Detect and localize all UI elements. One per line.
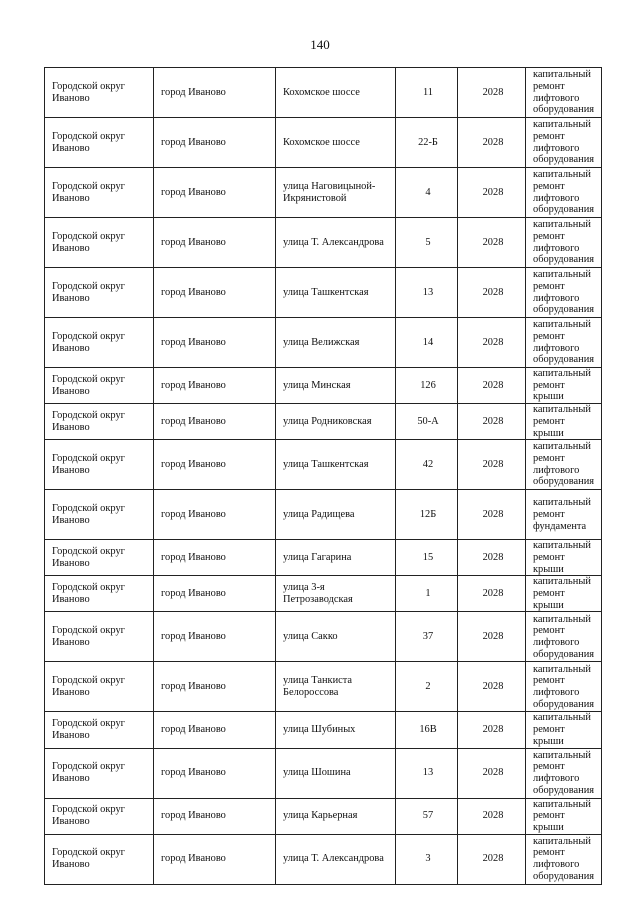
cell-work-type: капитальный ремонт крыши [526,712,602,748]
cell-work-type: капитальный ремонт лифтового оборудования [526,218,602,268]
table-row [45,576,602,612]
cell-district: Городской округ Иваново [45,440,154,490]
table-row [45,662,602,712]
cell-house-number: 13 [396,748,458,798]
cell-work-type: капитальный ремонт лифтового оборудования [526,748,602,798]
cell-year: 2028 [458,404,526,440]
cell-house-number: 15 [396,540,458,576]
cell-city: город Иваново [154,118,276,168]
table-row [45,440,602,490]
cell-city: город Иваново [154,612,276,662]
cell-district: Городской округ Иваново [45,218,154,268]
cell-work-type: капитальный ремонт крыши [526,540,602,576]
cell-city: город Иваново [154,268,276,318]
cell-work-type: капитальный ремонт лифтового оборудования [526,662,602,712]
cell-street: улица Т. Александрова [276,834,396,884]
cell-city: город Иваново [154,368,276,404]
cell-house-number: 11 [396,68,458,118]
cell-work-type: капитальный ремонт крыши [526,576,602,612]
cell-district: Городской округ Иваново [45,576,154,612]
cell-city: город Иваново [154,404,276,440]
cell-street: Кохомское шоссе [276,118,396,168]
cell-work-type: капитальный ремонт лифтового оборудования [526,612,602,662]
cell-district: Городской округ Иваново [45,834,154,884]
cell-street: улица Велижская [276,318,396,368]
repair-schedule-table [44,67,602,885]
cell-street: улица Сакко [276,612,396,662]
cell-district: Городской округ Иваново [45,318,154,368]
cell-street: улица Радищева [276,490,396,540]
cell-house-number: 4 [396,168,458,218]
cell-house-number: 42 [396,440,458,490]
cell-city: город Иваново [154,798,276,834]
cell-district: Городской округ Иваново [45,268,154,318]
cell-year: 2028 [458,218,526,268]
cell-work-type: капитальный ремонт лифтового оборудования [526,440,602,490]
cell-year: 2028 [458,712,526,748]
cell-house-number: 14 [396,318,458,368]
table-row [45,490,602,540]
cell-street: улица Минская [276,368,396,404]
cell-street: улица Гагарина [276,540,396,576]
cell-district: Городской округ Иваново [45,118,154,168]
cell-work-type: капитальный ремонт лифтового оборудования [526,268,602,318]
cell-work-type: капитальный ремонт лифтового оборудования [526,118,602,168]
cell-city: город Иваново [154,712,276,748]
cell-house-number: 22-Б [396,118,458,168]
cell-street: улица Ташкентская [276,440,396,490]
cell-district: Городской округ Иваново [45,612,154,662]
cell-year: 2028 [458,834,526,884]
cell-house-number: 2 [396,662,458,712]
cell-city: город Иваново [154,576,276,612]
cell-house-number: 16В [396,712,458,748]
cell-city: город Иваново [154,318,276,368]
cell-street: улица Т. Александрова [276,218,396,268]
cell-city: город Иваново [154,834,276,884]
cell-house-number: 126 [396,368,458,404]
table-row [45,540,602,576]
cell-district: Городской округ Иваново [45,662,154,712]
table-row [45,168,602,218]
cell-street: улица Шубиных [276,712,396,748]
cell-district: Городской округ Иваново [45,540,154,576]
cell-city: город Иваново [154,440,276,490]
cell-house-number: 13 [396,268,458,318]
cell-year: 2028 [458,118,526,168]
cell-year: 2028 [458,798,526,834]
cell-house-number: 1 [396,576,458,612]
cell-house-number: 12Б [396,490,458,540]
cell-city: город Иваново [154,68,276,118]
cell-work-type: капитальный ремонт лифтового оборудования [526,318,602,368]
table-row [45,798,602,834]
cell-district: Городской округ Иваново [45,368,154,404]
table-row [45,834,602,884]
cell-city: город Иваново [154,662,276,712]
cell-year: 2028 [458,490,526,540]
cell-house-number: 57 [396,798,458,834]
cell-house-number: 5 [396,218,458,268]
table-row [45,612,602,662]
table-row [45,712,602,748]
cell-work-type: капитальный ремонт крыши [526,798,602,834]
cell-district: Городской округ Иваново [45,168,154,218]
cell-street: улица Наговицыной-Икрянистовой [276,168,396,218]
cell-year: 2028 [458,268,526,318]
cell-year: 2028 [458,748,526,798]
table-body [45,68,602,885]
cell-district: Городской округ Иваново [45,798,154,834]
cell-year: 2028 [458,440,526,490]
cell-city: город Иваново [154,748,276,798]
cell-street: улица Родниковская [276,404,396,440]
table-row [45,748,602,798]
cell-district: Городской округ Иваново [45,712,154,748]
table-row [45,268,602,318]
cell-city: город Иваново [154,168,276,218]
table-row [45,368,602,404]
table-row [45,218,602,268]
cell-year: 2028 [458,68,526,118]
table-row [45,68,602,118]
cell-year: 2028 [458,540,526,576]
page-number: 140 [310,37,330,52]
cell-year: 2028 [458,318,526,368]
cell-city: город Иваново [154,218,276,268]
cell-city: город Иваново [154,540,276,576]
cell-district: Городской округ Иваново [45,490,154,540]
cell-year: 2028 [458,576,526,612]
cell-work-type: капитальный ремонт крыши [526,368,602,404]
cell-house-number: 37 [396,612,458,662]
cell-work-type: капитальный ремонт лифтового оборудования [526,68,602,118]
table-row [45,118,602,168]
table-row [45,404,602,440]
table-row [45,318,602,368]
cell-work-type: капитальный ремонт лифтового оборудования [526,834,602,884]
cell-city: город Иваново [154,490,276,540]
cell-street: улица Ташкентская [276,268,396,318]
cell-house-number: 50-А [396,404,458,440]
cell-work-type: капитальный ремонт лифтового оборудования [526,168,602,218]
cell-year: 2028 [458,662,526,712]
cell-house-number: 3 [396,834,458,884]
cell-district: Городской округ Иваново [45,68,154,118]
cell-work-type: капитальный ремонт крыши [526,404,602,440]
cell-district: Городской округ Иваново [45,748,154,798]
cell-district: Городской округ Иваново [45,404,154,440]
cell-street: улица 3-я Петрозаводская [276,576,396,612]
cell-street: улица Карьерная [276,798,396,834]
cell-work-type: капитальный ремонт фундамента [526,490,602,540]
cell-street: улица Танкиста Белороссова [276,662,396,712]
cell-year: 2028 [458,168,526,218]
cell-year: 2028 [458,612,526,662]
cell-year: 2028 [458,368,526,404]
cell-street: улица Шошина [276,748,396,798]
cell-street: Кохомское шоссе [276,68,396,118]
